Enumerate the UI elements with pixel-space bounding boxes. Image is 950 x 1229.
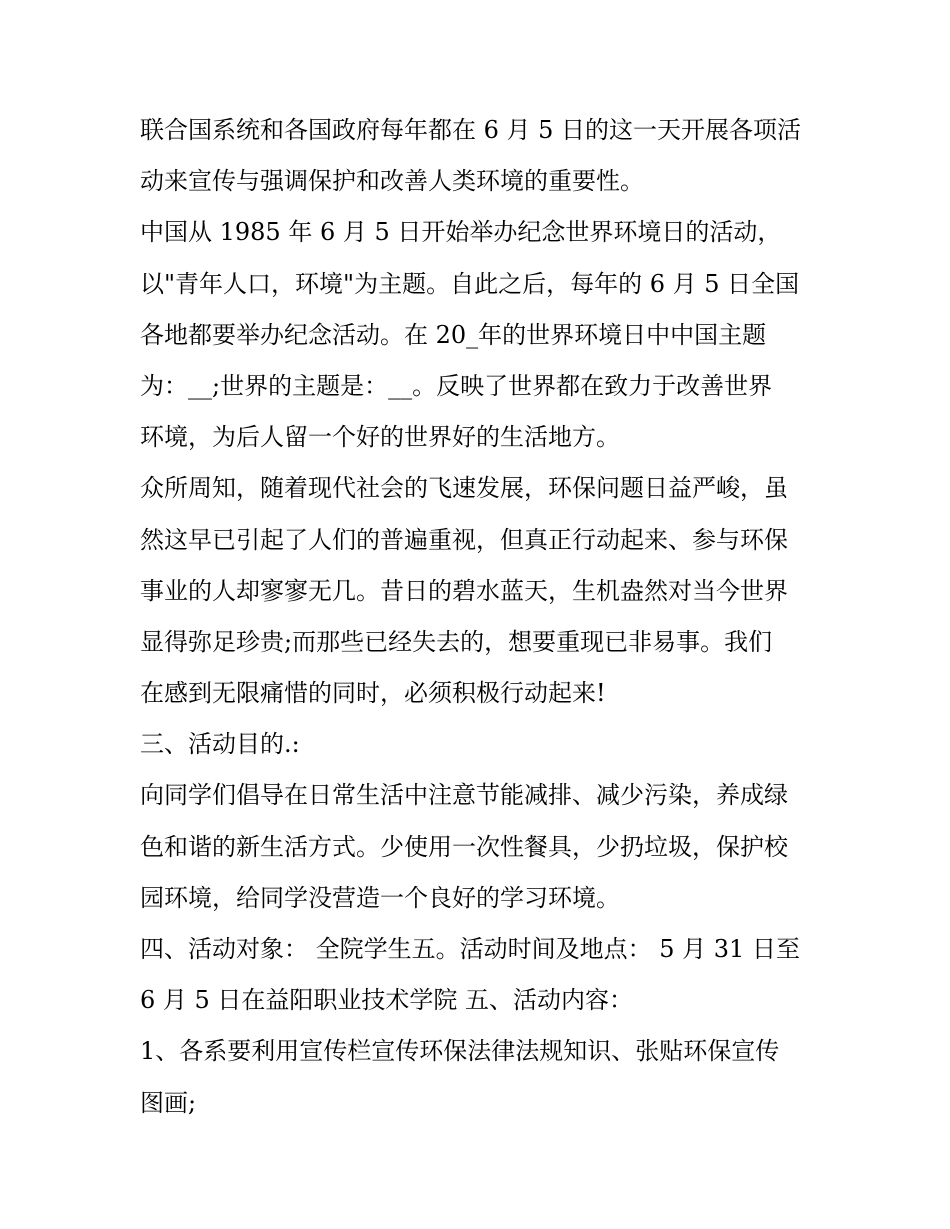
text-line: 色和谐的新生活方式。少使用一次性餐具，少扔垃圾，保护校 (140, 832, 788, 861)
text-line: 在感到无限痛惜的同时，必须积极行动起来! (140, 679, 606, 708)
text-line: 6 月 5 日在益阳职业技术学院 五、活动内容： (140, 986, 634, 1015)
text-line: 联合国系统和各国政府每年都在 6 月 5 日的这一天开展各项活 (140, 116, 802, 144)
section-heading: 三、活动目的.: (140, 730, 300, 759)
text-line: 显得弥足珍贵;而那些已经失去的，想要重现已非易事。我们 (140, 627, 773, 656)
text-line: 动来宣传与强调保护和改善人类环境的重要性。 (140, 167, 644, 196)
text-line: 四、活动对象： 全院学生五。活动时间及地点： 5 月 31 日至 (140, 935, 800, 963)
text-line: 事业的人却寥寥无几。昔日的碧水蓝天，生机盎然对当今世界 (140, 576, 788, 605)
text-line: 然这早已引起了人们的普遍重视，但真正行动起来、参与环保 (140, 525, 788, 554)
document-body (140, 105, 820, 1129)
text-line: 环境，为后人留一个好的世界好的生活地方。 (140, 423, 620, 452)
text-line: 以"青年人口，环境"为主题。自此之后，每年的 6 月 5 日全国 (140, 269, 800, 298)
text-line: 中国从 1985 年 6 月 5 日开始举办纪念世界环境日的活动， (140, 218, 782, 247)
text-line: 向同学们倡导在日常生活中注意节能减排、减少污染，养成绿 (140, 781, 788, 810)
list-item: 1、各系要利用宣传栏宣传环保法律法规知识、张贴环保宣传 (140, 1037, 780, 1066)
text-line: 为：__;世界的主题是：__。反映了世界都在致力于改善世界 (140, 371, 773, 400)
text-line: 园环境，给同学没营造一个良好的学习环境。 (140, 883, 620, 912)
text-line: 各地都要举办纪念活动。在 20_年的世界环境日中中国主题 (140, 320, 767, 349)
text-line: 图画; (140, 1088, 197, 1117)
text-line: 众所周知，随着现代社会的飞速发展，环保问题日益严峻，虽 (140, 474, 788, 503)
